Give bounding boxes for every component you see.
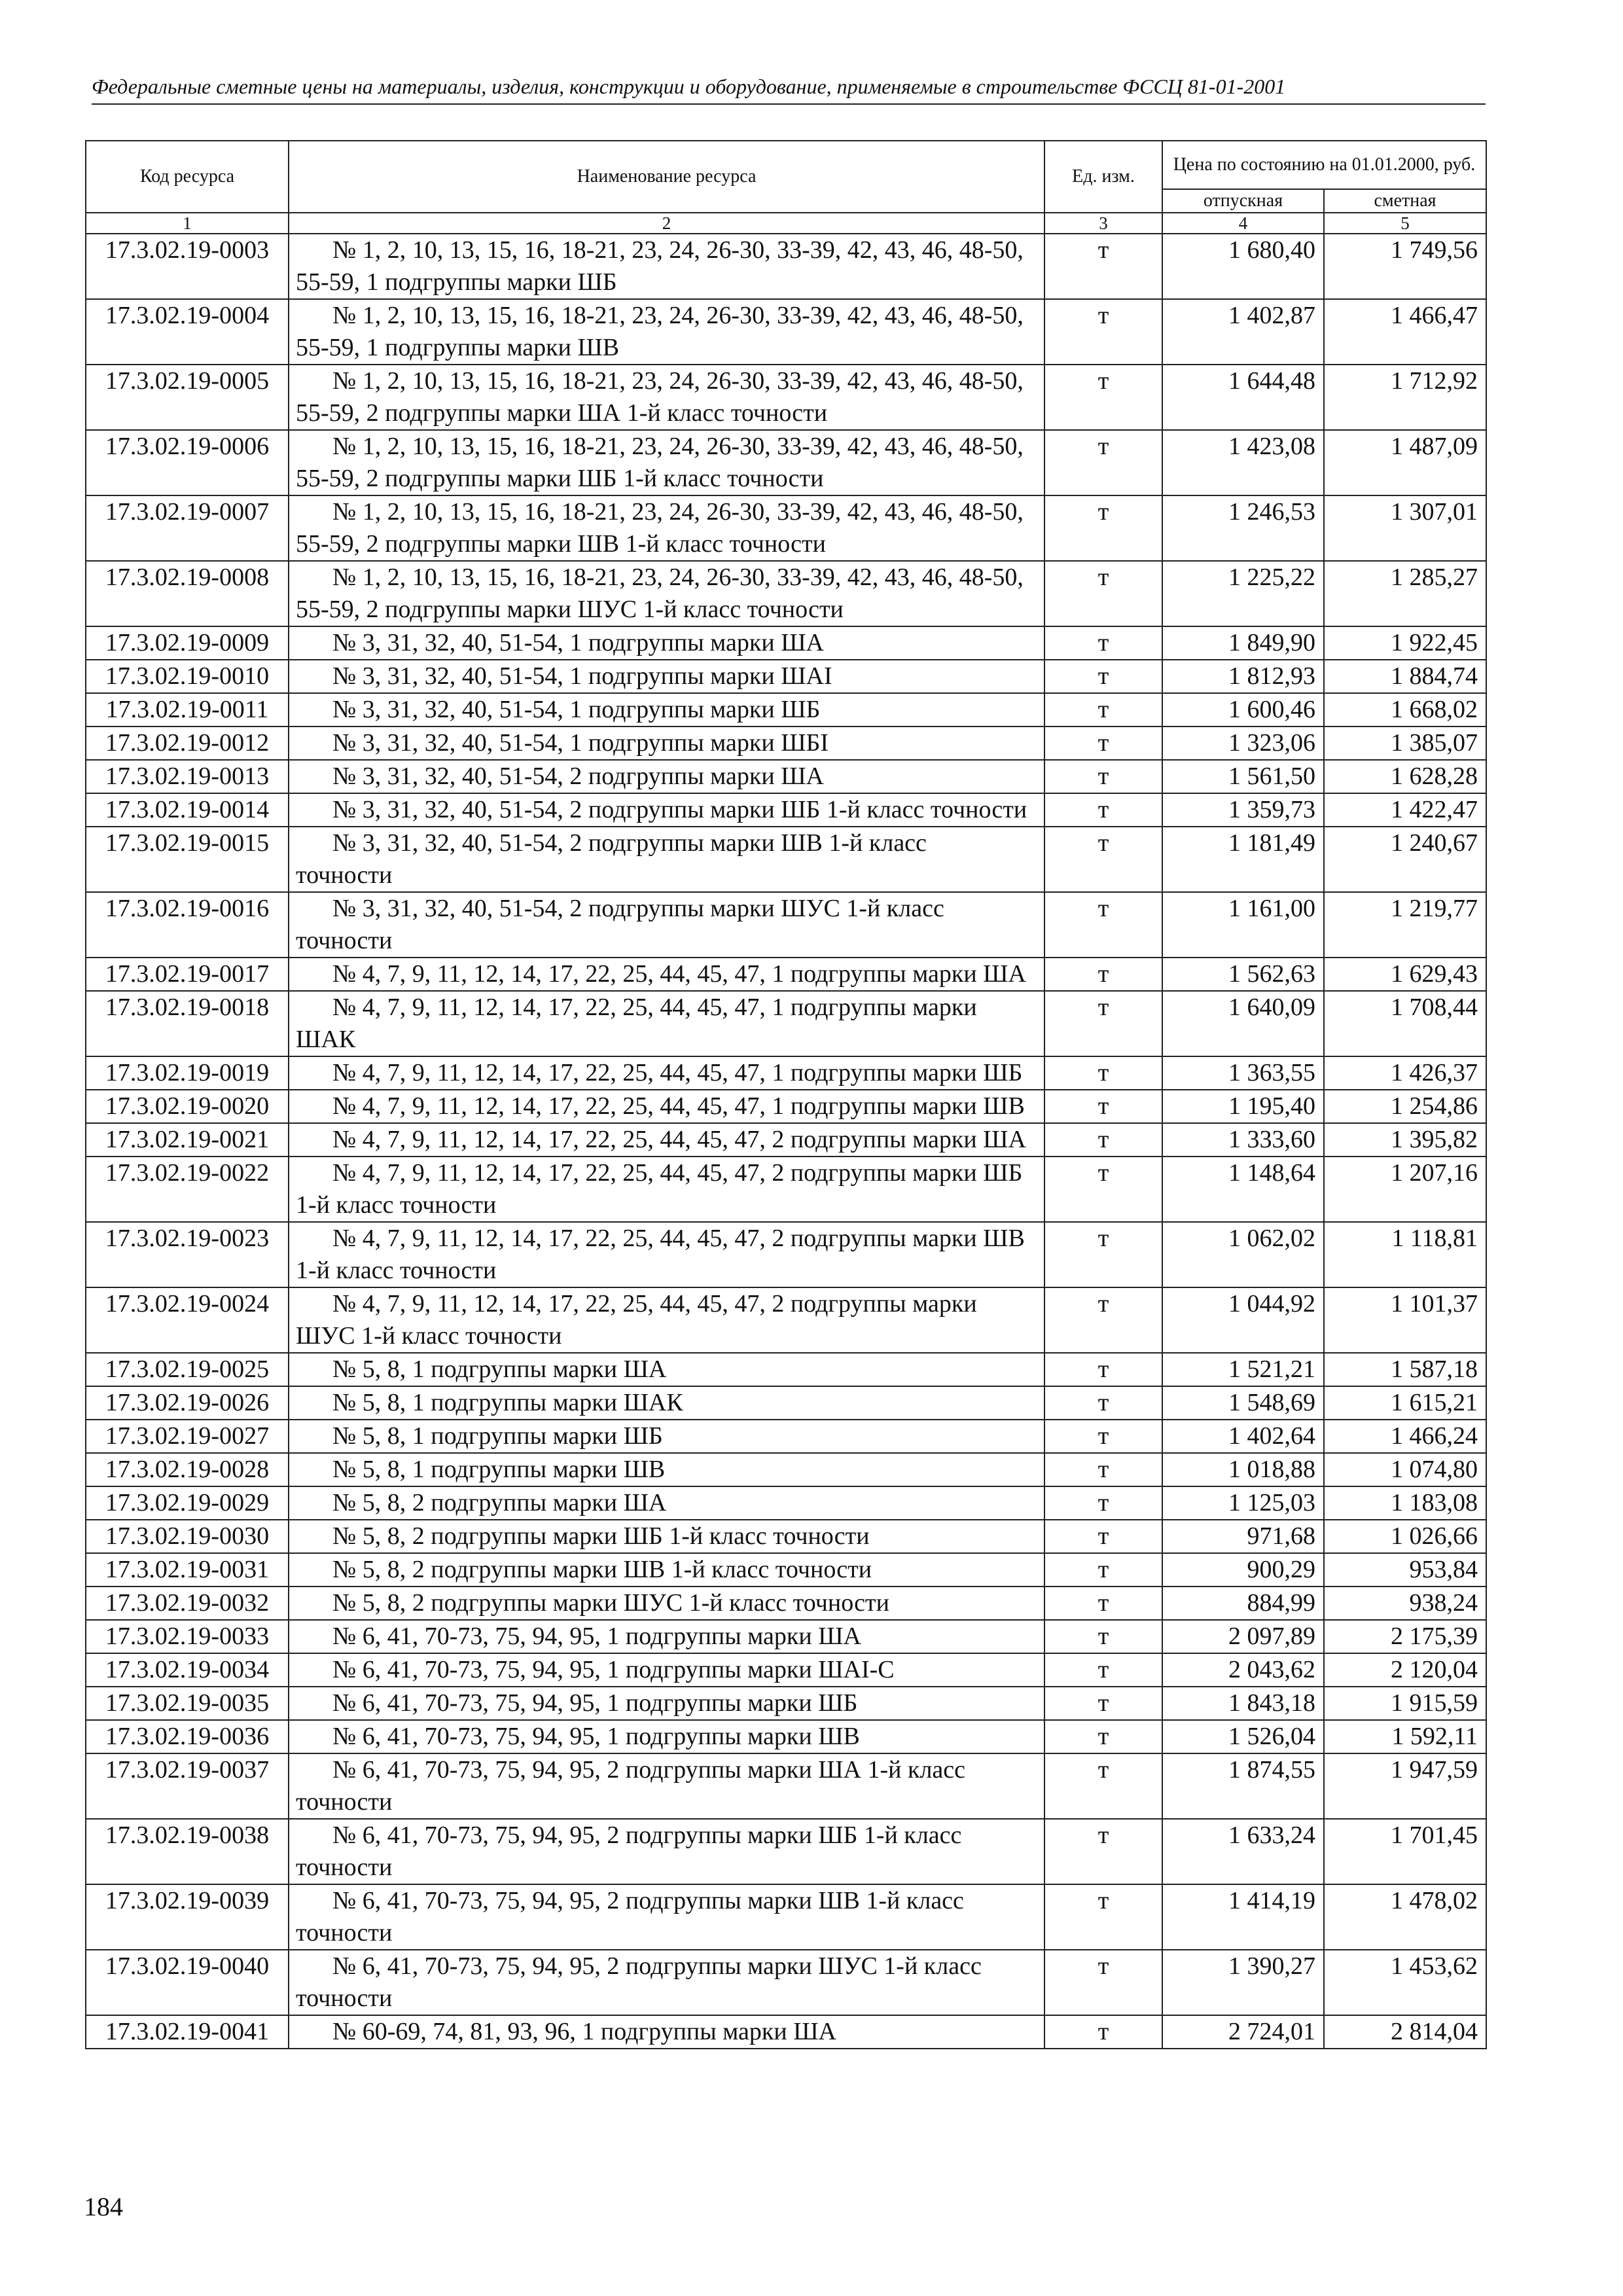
resource-code: 17.3.02.19-0011: [86, 693, 289, 726]
unit: т: [1044, 495, 1162, 561]
resource-code: 17.3.02.19-0024: [86, 1287, 289, 1353]
estimate-price: 1 592,11: [1324, 1720, 1486, 1753]
unit: т: [1044, 1486, 1162, 1520]
estimate-price: 1 285,27: [1324, 561, 1486, 626]
estimate-price: 1 701,45: [1324, 1819, 1486, 1884]
estimate-price: 1 118,81: [1324, 1222, 1486, 1287]
release-price: 1 644,48: [1162, 365, 1324, 430]
table-row: [86, 365, 1486, 430]
unit: т: [1044, 1123, 1162, 1157]
release-price: 1 390,27: [1162, 1950, 1324, 2015]
resource-name: № 3, 31, 32, 40, 51-54, 1 подгруппы марки ШБ: [289, 693, 1044, 726]
resource-name: № 3, 31, 32, 40, 51-54, 2 подгруппы марки ШВ 1-й класс точности: [289, 827, 1044, 892]
column-number: 3: [1044, 213, 1162, 234]
resource-code: 17.3.02.19-0003: [86, 234, 289, 299]
estimate-price: 1 183,08: [1324, 1486, 1486, 1520]
table-row: [86, 430, 1486, 495]
table-row: [86, 2015, 1486, 2049]
resource-name: № 3, 31, 32, 40, 51-54, 1 подгруппы марки ША: [289, 626, 1044, 660]
unit: т: [1044, 660, 1162, 693]
unit: т: [1044, 626, 1162, 660]
resource-name: № 4, 7, 9, 11, 12, 14, 17, 22, 25, 44, 45, 47, 1 подгруппы марки ШВ: [289, 1090, 1044, 1123]
unit: т: [1044, 1056, 1162, 1090]
resource-name: № 1, 2, 10, 13, 15, 16, 18-21, 23, 24, 26-30, 33-39, 42, 43, 46, 48-50, 55-59, 1 подгруппы марки ШБ: [289, 234, 1044, 299]
table-header: [86, 141, 1486, 234]
resource-code: 17.3.02.19-0013: [86, 760, 289, 793]
resource-name: № 5, 8, 1 подгруппы марки ШВ: [289, 1453, 1044, 1486]
release-price: 1 148,64: [1162, 1157, 1324, 1222]
table-row: [86, 892, 1486, 958]
resource-code: 17.3.02.19-0009: [86, 626, 289, 660]
unit: т: [1044, 430, 1162, 495]
table-row: [86, 1753, 1486, 1819]
resource-code: 17.3.02.19-0014: [86, 793, 289, 827]
unit: т: [1044, 793, 1162, 827]
resource-name: № 4, 7, 9, 11, 12, 14, 17, 22, 25, 44, 45, 47, 2 подгруппы марки ШБ 1-й класс точности: [289, 1157, 1044, 1222]
resource-name: № 6, 41, 70-73, 75, 94, 95, 2 подгруппы марки ША 1-й класс точности: [289, 1753, 1044, 1819]
resource-code: 17.3.02.19-0030: [86, 1520, 289, 1553]
estimate-price: 2 175,39: [1324, 1620, 1486, 1653]
table-row: [86, 1950, 1486, 2015]
resource-name: № 4, 7, 9, 11, 12, 14, 17, 22, 25, 44, 45, 47, 2 подгруппы марки ШВ 1-й класс точности: [289, 1222, 1044, 1287]
unit: т: [1044, 958, 1162, 991]
release-price: 1 246,53: [1162, 495, 1324, 561]
table-row: [86, 1884, 1486, 1950]
estimate-price: 1 628,28: [1324, 760, 1486, 793]
unit: т: [1044, 1353, 1162, 1386]
resource-code: 17.3.02.19-0039: [86, 1884, 289, 1950]
unit: т: [1044, 561, 1162, 626]
price-table: [85, 140, 1487, 2049]
table-row: [86, 1353, 1486, 1386]
resource-name: № 5, 8, 2 подгруппы марки ШБ 1-й класс точности: [289, 1520, 1044, 1553]
unit: т: [1044, 726, 1162, 760]
release-price: 1 640,09: [1162, 991, 1324, 1056]
table-row: [86, 1157, 1486, 1222]
page-number: 184: [84, 2192, 123, 2221]
resource-code: 17.3.02.19-0022: [86, 1157, 289, 1222]
resource-code: 17.3.02.19-0041: [86, 2015, 289, 2049]
release-price: 1 548,69: [1162, 1386, 1324, 1420]
estimate-price: 1 922,45: [1324, 626, 1486, 660]
resource-code: 17.3.02.19-0038: [86, 1819, 289, 1884]
unit: т: [1044, 1386, 1162, 1420]
estimate-price: 1 884,74: [1324, 660, 1486, 693]
resource-code: 17.3.02.19-0028: [86, 1453, 289, 1486]
resource-name: № 1, 2, 10, 13, 15, 16, 18-21, 23, 24, 26-30, 33-39, 42, 43, 46, 48-50, 55-59, 2 подгруппы марки ШБ 1-й класс точности: [289, 430, 1044, 495]
estimate-price: 1 254,86: [1324, 1090, 1486, 1123]
table-row: [86, 1687, 1486, 1720]
resource-name: № 6, 41, 70-73, 75, 94, 95, 1 подгруппы марки ШАI-С: [289, 1653, 1044, 1687]
unit: т: [1044, 1620, 1162, 1653]
estimate-price: 1 478,02: [1324, 1884, 1486, 1950]
resource-name: № 3, 31, 32, 40, 51-54, 2 подгруппы марки ША: [289, 760, 1044, 793]
unit: т: [1044, 760, 1162, 793]
table-row: [86, 1653, 1486, 1687]
release-price: 1 402,64: [1162, 1420, 1324, 1453]
table-row: [86, 693, 1486, 726]
resource-name: № 6, 41, 70-73, 75, 94, 95, 2 подгруппы марки ШВ 1-й класс точности: [289, 1884, 1044, 1950]
unit: т: [1044, 1720, 1162, 1753]
unit: т: [1044, 827, 1162, 892]
release-price: 2 097,89: [1162, 1620, 1324, 1653]
resource-code: 17.3.02.19-0026: [86, 1386, 289, 1420]
release-price: 884,99: [1162, 1587, 1324, 1620]
resource-code: 17.3.02.19-0020: [86, 1090, 289, 1123]
resource-name: № 6, 41, 70-73, 75, 94, 95, 1 подгруппы марки ШВ: [289, 1720, 1044, 1753]
table-row: [86, 1056, 1486, 1090]
estimate-price: 1 712,92: [1324, 365, 1486, 430]
release-price: 1 849,90: [1162, 626, 1324, 660]
resource-code: 17.3.02.19-0015: [86, 827, 289, 892]
table-row: [86, 234, 1486, 299]
table-row: [86, 1520, 1486, 1553]
column-header-code: Код ресурса: [86, 141, 289, 213]
column-header-release-price: отпускная: [1162, 189, 1324, 213]
table-row: [86, 299, 1486, 365]
release-price: 1 521,21: [1162, 1353, 1324, 1386]
estimate-price: 1 219,77: [1324, 892, 1486, 958]
resource-name: № 4, 7, 9, 11, 12, 14, 17, 22, 25, 44, 45, 47, 1 подгруппы марки ШАК: [289, 991, 1044, 1056]
resource-name: № 5, 8, 1 подгруппы марки ШБ: [289, 1420, 1044, 1453]
resource-code: 17.3.02.19-0019: [86, 1056, 289, 1090]
table-row: [86, 793, 1486, 827]
resource-code: 17.3.02.19-0027: [86, 1420, 289, 1453]
unit: т: [1044, 1157, 1162, 1222]
resource-code: 17.3.02.19-0035: [86, 1687, 289, 1720]
table-row: [86, 1386, 1486, 1420]
unit: т: [1044, 1420, 1162, 1453]
table-row: [86, 760, 1486, 793]
estimate-price: 953,84: [1324, 1553, 1486, 1587]
release-price: 1 125,03: [1162, 1486, 1324, 1520]
table-row: [86, 626, 1486, 660]
running-header: Федеральные сметные цены на материалы, изделия, конструкции и оборудование, применяемые в строительстве ФССЦ 81-01-2001: [92, 73, 1486, 105]
table-row: [86, 495, 1486, 561]
estimate-price: 2 814,04: [1324, 2015, 1486, 2049]
table-row: [86, 1453, 1486, 1486]
resource-code: 17.3.02.19-0016: [86, 892, 289, 958]
column-number: 2: [289, 213, 1044, 234]
unit: т: [1044, 1520, 1162, 1553]
column-number: 5: [1324, 213, 1486, 234]
release-price: 1 874,55: [1162, 1753, 1324, 1819]
estimate-price: 1 426,37: [1324, 1056, 1486, 1090]
estimate-price: 1 915,59: [1324, 1687, 1486, 1720]
unit: т: [1044, 1222, 1162, 1287]
resource-code: 17.3.02.19-0031: [86, 1553, 289, 1587]
unit: т: [1044, 1884, 1162, 1950]
release-price: 1 526,04: [1162, 1720, 1324, 1753]
column-header-estimate-price: сметная: [1324, 189, 1486, 213]
estimate-price: 1 587,18: [1324, 1353, 1486, 1386]
table-row: [86, 1287, 1486, 1353]
release-price: 1 423,08: [1162, 430, 1324, 495]
column-header-name: Наименование ресурса: [289, 141, 1044, 213]
table-row: [86, 958, 1486, 991]
resource-name: № 4, 7, 9, 11, 12, 14, 17, 22, 25, 44, 45, 47, 1 подгруппы марки ШБ: [289, 1056, 1044, 1090]
resource-code: 17.3.02.19-0021: [86, 1123, 289, 1157]
table-row: [86, 827, 1486, 892]
resource-code: 17.3.02.19-0006: [86, 430, 289, 495]
resource-code: 17.3.02.19-0040: [86, 1950, 289, 2015]
unit: т: [1044, 1819, 1162, 1884]
release-price: 1 812,93: [1162, 660, 1324, 693]
resource-code: 17.3.02.19-0032: [86, 1587, 289, 1620]
unit: т: [1044, 1687, 1162, 1720]
resource-name: № 5, 8, 1 подгруппы марки ША: [289, 1353, 1044, 1386]
column-number-row: [86, 213, 1486, 234]
release-price: 1 561,50: [1162, 760, 1324, 793]
resource-name: № 5, 8, 2 подгруппы марки ШВ 1-й класс точности: [289, 1553, 1044, 1587]
unit: т: [1044, 1950, 1162, 2015]
estimate-price: 1 466,47: [1324, 299, 1486, 365]
unit: т: [1044, 1287, 1162, 1353]
resource-name: № 4, 7, 9, 11, 12, 14, 17, 22, 25, 44, 45, 47, 1 подгруппы марки ША: [289, 958, 1044, 991]
estimate-price: 1 749,56: [1324, 234, 1486, 299]
resource-name: № 1, 2, 10, 13, 15, 16, 18-21, 23, 24, 26-30, 33-39, 42, 43, 46, 48-50, 55-59, 2 подгруппы марки ШВ 1-й класс точности: [289, 495, 1044, 561]
resource-code: 17.3.02.19-0005: [86, 365, 289, 430]
resource-name: № 4, 7, 9, 11, 12, 14, 17, 22, 25, 44, 45, 47, 2 подгруппы марки ШУС 1-й класс точности: [289, 1287, 1044, 1353]
resource-name: № 6, 41, 70-73, 75, 94, 95, 2 подгруппы марки ШБ 1-й класс точности: [289, 1819, 1044, 1884]
unit: т: [1044, 1653, 1162, 1687]
release-price: 900,29: [1162, 1553, 1324, 1587]
unit: т: [1044, 1553, 1162, 1587]
release-price: 1 600,46: [1162, 693, 1324, 726]
unit: т: [1044, 991, 1162, 1056]
release-price: 1 044,92: [1162, 1287, 1324, 1353]
resource-name: № 1, 2, 10, 13, 15, 16, 18-21, 23, 24, 26-30, 33-39, 42, 43, 46, 48-50, 55-59, 1 подгруппы марки ШВ: [289, 299, 1044, 365]
table-row: [86, 1090, 1486, 1123]
resource-name: № 5, 8, 1 подгруппы марки ШАК: [289, 1386, 1044, 1420]
estimate-price: 1 074,80: [1324, 1453, 1486, 1486]
resource-name: № 3, 31, 32, 40, 51-54, 2 подгруппы марки ШУС 1-й класс точности: [289, 892, 1044, 958]
table-row: [86, 726, 1486, 760]
resource-name: № 1, 2, 10, 13, 15, 16, 18-21, 23, 24, 26-30, 33-39, 42, 43, 46, 48-50, 55-59, 2 подгруппы марки ША 1-й класс точности: [289, 365, 1044, 430]
table-row: [86, 1486, 1486, 1520]
estimate-price: 1 101,37: [1324, 1287, 1486, 1353]
table-row: [86, 1819, 1486, 1884]
estimate-price: 1 615,21: [1324, 1386, 1486, 1420]
estimate-price: 1 629,43: [1324, 958, 1486, 991]
release-price: 1 195,40: [1162, 1090, 1324, 1123]
table-body: [86, 234, 1486, 2049]
release-price: 2 724,01: [1162, 2015, 1324, 2049]
resource-name: № 5, 8, 2 подгруппы марки ШУС 1-й класс точности: [289, 1587, 1044, 1620]
resource-code: 17.3.02.19-0036: [86, 1720, 289, 1753]
estimate-price: 1 026,66: [1324, 1520, 1486, 1553]
table-row: [86, 1553, 1486, 1587]
release-price: 1 363,55: [1162, 1056, 1324, 1090]
resource-code: 17.3.02.19-0033: [86, 1620, 289, 1653]
unit: т: [1044, 693, 1162, 726]
release-price: 1 062,02: [1162, 1222, 1324, 1287]
estimate-price: 1 466,24: [1324, 1420, 1486, 1453]
resource-name: № 60-69, 74, 81, 93, 96, 1 подгруппы марки ША: [289, 2015, 1044, 2049]
release-price: 1 562,63: [1162, 958, 1324, 991]
resource-name: № 4, 7, 9, 11, 12, 14, 17, 22, 25, 44, 45, 47, 2 подгруппы марки ША: [289, 1123, 1044, 1157]
unit: т: [1044, 2015, 1162, 2049]
resource-code: 17.3.02.19-0004: [86, 299, 289, 365]
unit: т: [1044, 1753, 1162, 1819]
resource-code: 17.3.02.19-0029: [86, 1486, 289, 1520]
resource-code: 17.3.02.19-0023: [86, 1222, 289, 1287]
resource-name: № 5, 8, 2 подгруппы марки ША: [289, 1486, 1044, 1520]
estimate-price: 1 395,82: [1324, 1123, 1486, 1157]
release-price: 1 402,87: [1162, 299, 1324, 365]
table-row: [86, 1587, 1486, 1620]
resource-code: 17.3.02.19-0007: [86, 495, 289, 561]
resource-name: № 3, 31, 32, 40, 51-54, 1 подгруппы марки ШБI: [289, 726, 1044, 760]
column-header-unit: Ед. изм.: [1044, 141, 1162, 213]
resource-name: № 6, 41, 70-73, 75, 94, 95, 1 подгруппы марки ШБ: [289, 1687, 1044, 1720]
estimate-price: 1 240,67: [1324, 827, 1486, 892]
column-number: 1: [86, 213, 289, 234]
table-row: [86, 1420, 1486, 1453]
unit: т: [1044, 299, 1162, 365]
release-price: 1 018,88: [1162, 1453, 1324, 1486]
resource-code: 17.3.02.19-0025: [86, 1353, 289, 1386]
column-header-price: Цена по состоянию на 01.01.2000, руб.: [1162, 141, 1486, 189]
estimate-price: 1 453,62: [1324, 1950, 1486, 2015]
estimate-price: 1 487,09: [1324, 430, 1486, 495]
unit: т: [1044, 365, 1162, 430]
estimate-price: 1 207,16: [1324, 1157, 1486, 1222]
release-price: 2 043,62: [1162, 1653, 1324, 1687]
resource-code: 17.3.02.19-0034: [86, 1653, 289, 1687]
release-price: 1 225,22: [1162, 561, 1324, 626]
resource-name: № 3, 31, 32, 40, 51-54, 2 подгруппы марки ШБ 1-й класс точности: [289, 793, 1044, 827]
table-row: [86, 1222, 1486, 1287]
unit: т: [1044, 1587, 1162, 1620]
release-price: 1 843,18: [1162, 1687, 1324, 1720]
resource-code: 17.3.02.19-0037: [86, 1753, 289, 1819]
resource-code: 17.3.02.19-0018: [86, 991, 289, 1056]
table-row: [86, 991, 1486, 1056]
resource-name: № 6, 41, 70-73, 75, 94, 95, 1 подгруппы марки ША: [289, 1620, 1044, 1653]
resource-code: 17.3.02.19-0012: [86, 726, 289, 760]
release-price: 1 333,60: [1162, 1123, 1324, 1157]
estimate-price: 1 385,07: [1324, 726, 1486, 760]
table-row: [86, 1620, 1486, 1653]
unit: т: [1044, 234, 1162, 299]
column-number: 4: [1162, 213, 1324, 234]
estimate-price: 1 307,01: [1324, 495, 1486, 561]
table-row: [86, 660, 1486, 693]
estimate-price: 1 668,02: [1324, 693, 1486, 726]
table-row: [86, 1123, 1486, 1157]
release-price: 1 633,24: [1162, 1819, 1324, 1884]
resource-code: 17.3.02.19-0010: [86, 660, 289, 693]
release-price: 1 323,06: [1162, 726, 1324, 760]
resource-name: № 6, 41, 70-73, 75, 94, 95, 2 подгруппы марки ШУС 1-й класс точности: [289, 1950, 1044, 2015]
unit: т: [1044, 1453, 1162, 1486]
estimate-price: 1 947,59: [1324, 1753, 1486, 1819]
table-row: [86, 1720, 1486, 1753]
estimate-price: 938,24: [1324, 1587, 1486, 1620]
release-price: 971,68: [1162, 1520, 1324, 1553]
resource-code: 17.3.02.19-0017: [86, 958, 289, 991]
unit: т: [1044, 1090, 1162, 1123]
release-price: 1 161,00: [1162, 892, 1324, 958]
resource-name: № 3, 31, 32, 40, 51-54, 1 подгруппы марки ШАI: [289, 660, 1044, 693]
estimate-price: 1 708,44: [1324, 991, 1486, 1056]
release-price: 1 359,73: [1162, 793, 1324, 827]
release-price: 1 414,19: [1162, 1884, 1324, 1950]
estimate-price: 1 422,47: [1324, 793, 1486, 827]
unit: т: [1044, 892, 1162, 958]
resource-code: 17.3.02.19-0008: [86, 561, 289, 626]
release-price: 1 680,40: [1162, 234, 1324, 299]
estimate-price: 2 120,04: [1324, 1653, 1486, 1687]
release-price: 1 181,49: [1162, 827, 1324, 892]
resource-name: № 1, 2, 10, 13, 15, 16, 18-21, 23, 24, 26-30, 33-39, 42, 43, 46, 48-50, 55-59, 2 подгруппы марки ШУС 1-й класс точности: [289, 561, 1044, 626]
table-row: [86, 561, 1486, 626]
